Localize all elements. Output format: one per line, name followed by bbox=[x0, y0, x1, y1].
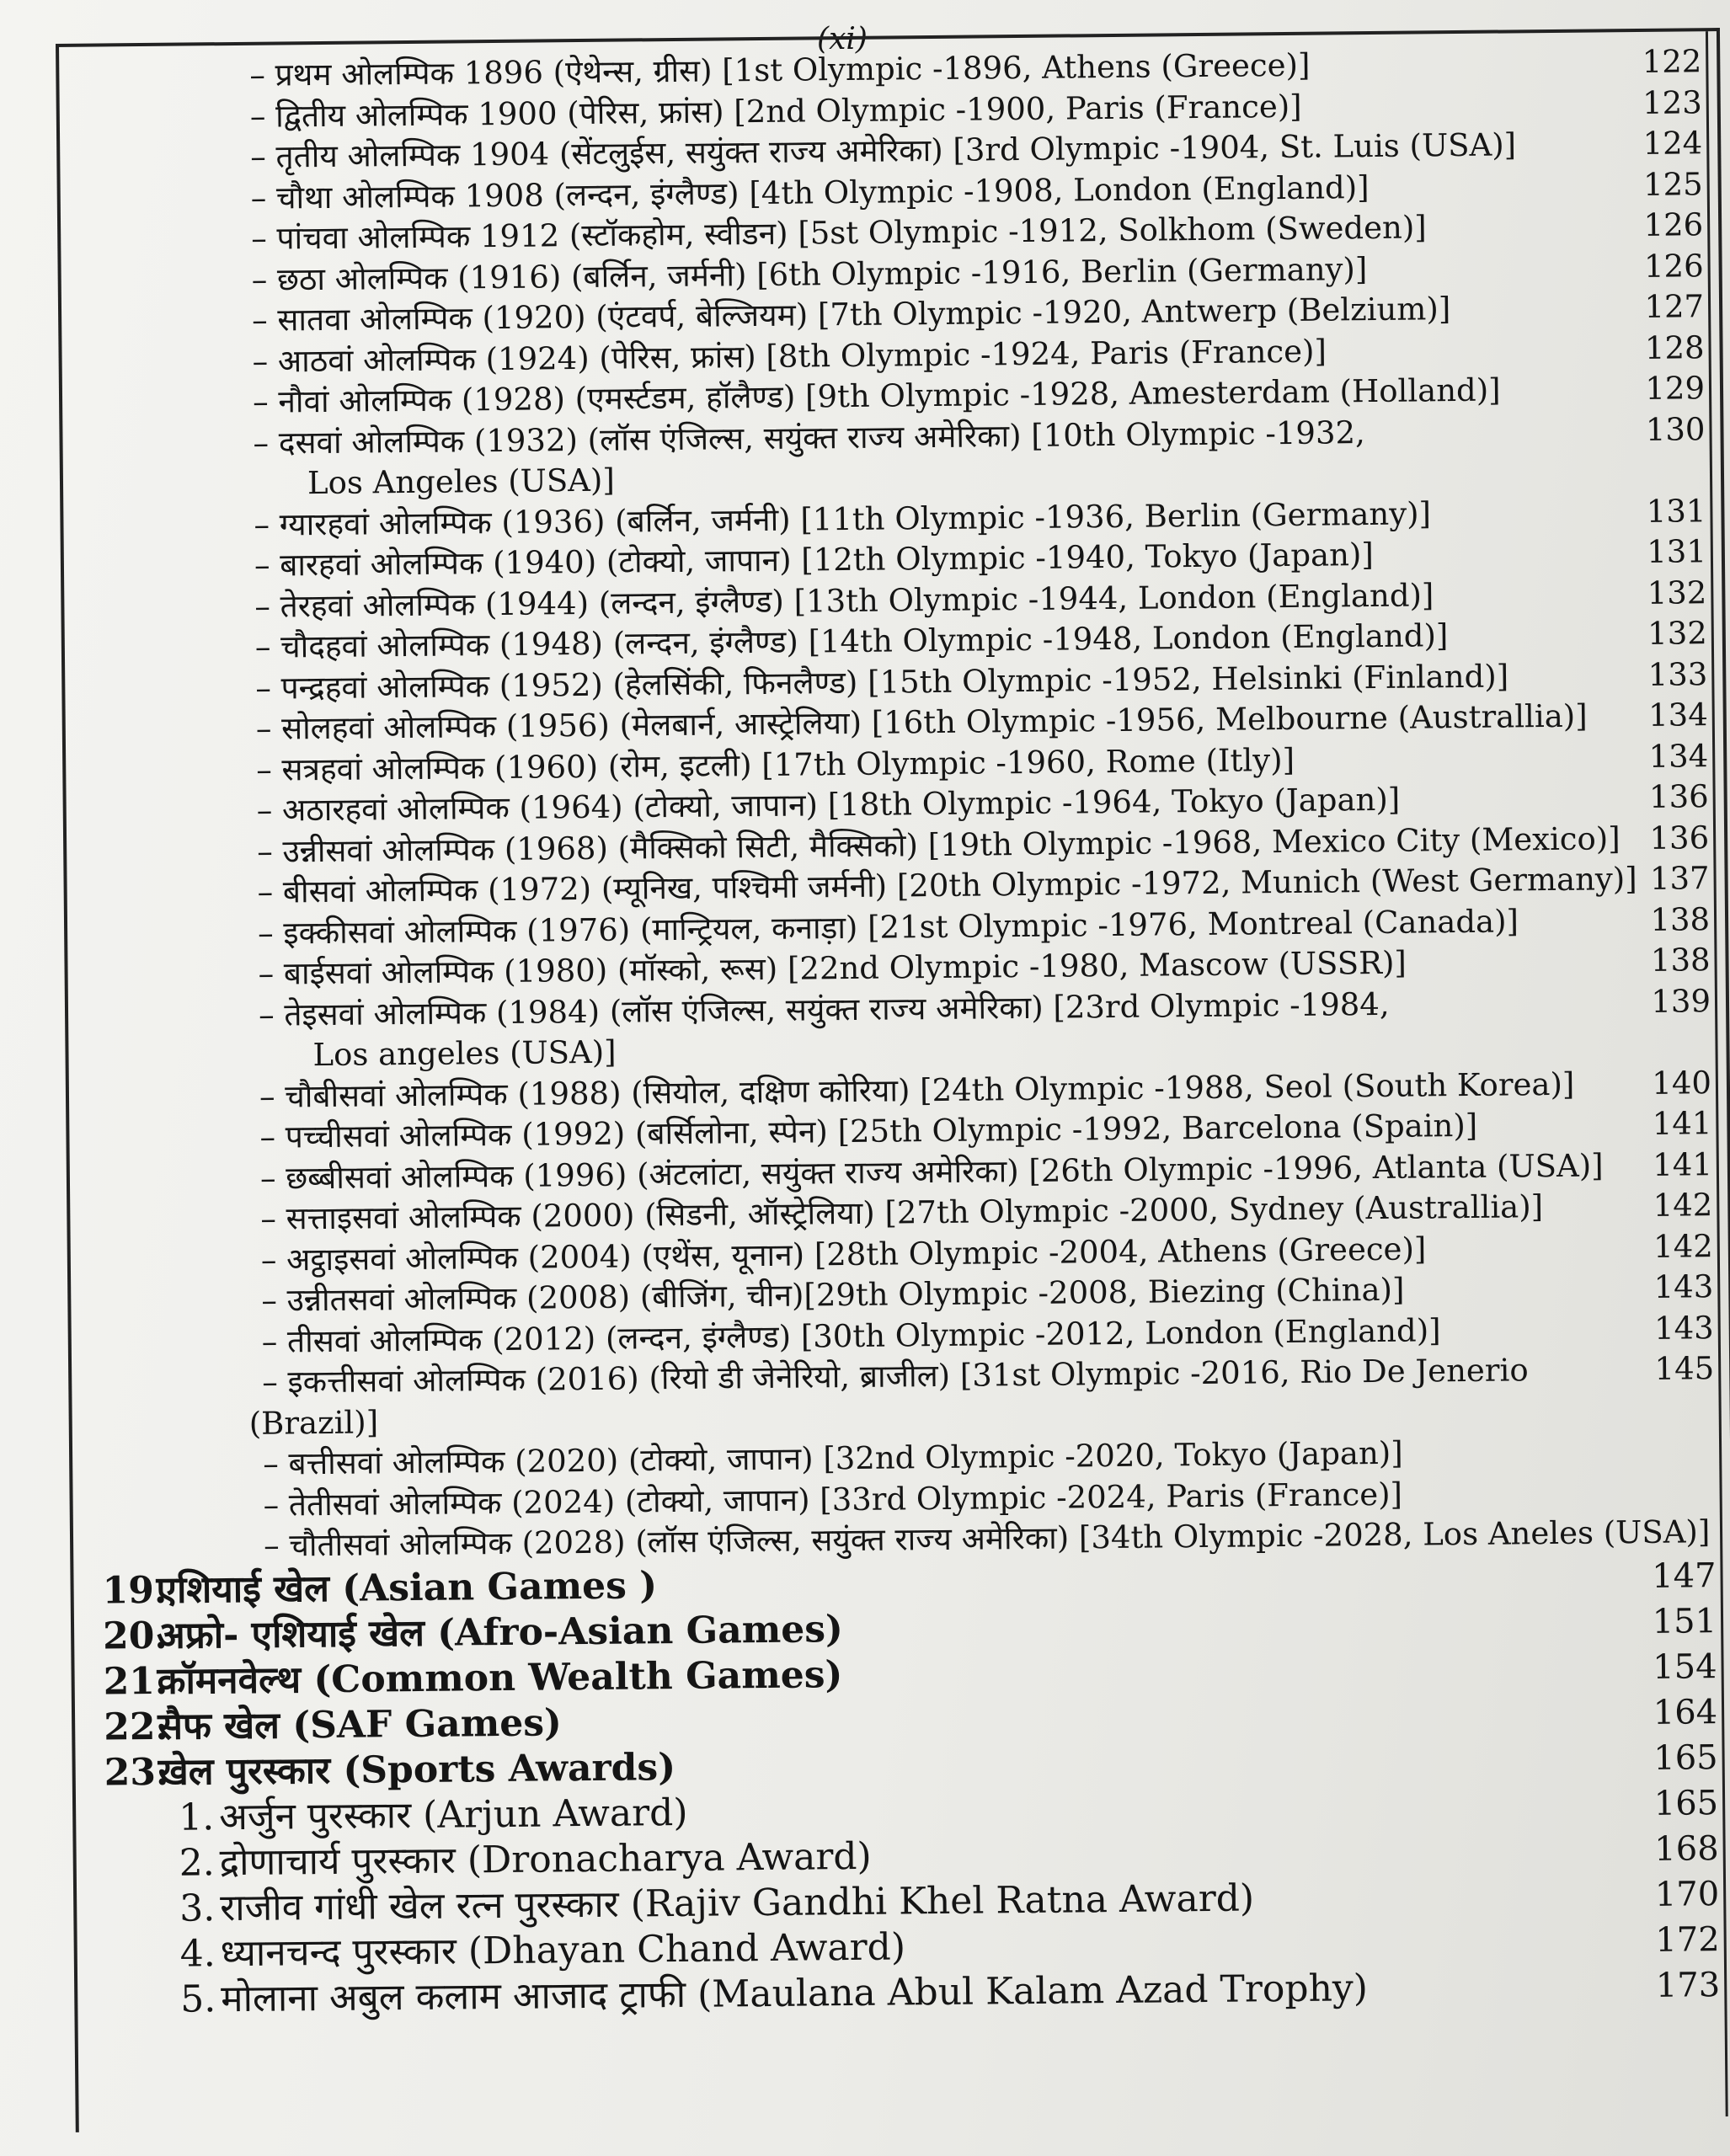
olympic-entry-text: – अट्ठाइसवां ओलम्पिक (2004) (एथेंस, यूनान) [28th Olympic -2004, Athens (Greece)] bbox=[260, 1230, 1427, 1278]
olympic-entry-text: – नौवां ओलम्पिक (1928) (एमर्स्टडम, हॉलैण्ड) [9th Olympic -1928, Amesterdam (Holland)] bbox=[252, 371, 1501, 420]
award-page: 170 bbox=[1654, 1874, 1720, 1914]
olympic-entry-page: 125 bbox=[1642, 165, 1703, 203]
award-page: 173 bbox=[1655, 1965, 1721, 2005]
section-number: 19. bbox=[102, 1568, 168, 1613]
section-number: 20. bbox=[102, 1614, 168, 1658]
section-title: एशियाई खेल (Asian Games ) bbox=[156, 1563, 658, 1612]
olympic-entry-page: 138 bbox=[1650, 942, 1711, 979]
section-page: 165 bbox=[1653, 1737, 1718, 1778]
section-number: 22. bbox=[103, 1705, 168, 1749]
award-title: मोलाना अबुल कलाम आजाद ट्राफी (Maulana Abul Kalam Azad Trophy) bbox=[221, 1966, 1369, 2020]
olympic-entry-text: – चौदहवां ओलम्पिक (1948) (लन्दन, इंग्लैण्ड) [14th Olympic -1948, London (England)] bbox=[254, 617, 1449, 665]
olympic-entry-page: 126 bbox=[1643, 206, 1704, 243]
olympic-entry-page: 126 bbox=[1643, 247, 1704, 285]
olympic-entry-text: – चौतीसवां ओलम्पिक (2028) (लॉस एंजिल्स, सयुंक्त राज्य अमेरिका) [34th Olympic -2028, Los Aneles (USA)] bbox=[263, 1513, 1711, 1564]
section-page: 164 bbox=[1653, 1692, 1718, 1732]
olympic-entry-page: 139 bbox=[1651, 982, 1711, 1020]
section-page: 147 bbox=[1651, 1556, 1717, 1596]
olympic-entry-page: 138 bbox=[1650, 900, 1711, 938]
section-number: 23. bbox=[104, 1750, 169, 1795]
olympic-entry-page: 141 bbox=[1652, 1105, 1712, 1142]
olympic-entry-text: – अठारहवां ओलम्पिक (1964) (टोक्यो, जापान) [18th Olympic -1964, Tokyo (Japan)] bbox=[256, 781, 1401, 829]
award-page: 165 bbox=[1653, 1783, 1719, 1823]
olympic-entry-text: – तेतीसवां ओलम्पिक (2024) (टोक्यो, जापान) [33rd Olympic -2024, Paris (France)] bbox=[263, 1476, 1403, 1524]
olympic-entry-page: 136 bbox=[1648, 778, 1709, 815]
olympic-entry-text: – तृतीय ओलम्पिक 1904 (सेंटलुईस, सयुंक्त राज्य अमेरिका) [3rd Olympic -1904, St. Luis (USA)] bbox=[250, 126, 1517, 175]
olympic-entry-text: – बाईसवां ओलम्पिक (1980) (मॉस्को, रूस) [22nd Olympic -1980, Mascow (USSR)] bbox=[258, 944, 1407, 992]
section-title: कॉमनवेल्थ (Common Wealth Games) bbox=[157, 1652, 843, 1703]
olympic-entry-text: – सत्ताइसवां ओलम्पिक (2000) (सिडनी, ऑस्ट्रेलिया) [27th Olympic -2000, Sydney (Australlia)] bbox=[260, 1188, 1544, 1237]
olympic-entry-text: – उन्नीतसवां ओलम्पिक (2008) (बीजिंग, चीन)[29th Olympic -2008, Biezing (China)] bbox=[261, 1271, 1405, 1319]
olympic-entry bbox=[62, 409, 1721, 507]
olympic-entry-text: – बारहवां ओलम्पिक (1940) (टोक्यो, जापान) [12th Olympic -1940, Tokyo (Japan)] bbox=[254, 536, 1375, 584]
section-page: 151 bbox=[1652, 1601, 1717, 1641]
olympic-entry bbox=[72, 1348, 1730, 1446]
olympic-entry-continuation-text: Los Angeles (USA)] bbox=[307, 462, 615, 502]
olympic-entry-text: – द्वितीय ओलम्पिक 1900 (पेरिस, फ्रांस) [2nd Olympic -1900, Paris (France)] bbox=[249, 88, 1302, 135]
award-page: 168 bbox=[1654, 1828, 1719, 1869]
olympic-entry-page: 143 bbox=[1653, 1309, 1714, 1347]
olympic-entry-continuation-text: (Brazil)] bbox=[248, 1403, 379, 1442]
award-page: 172 bbox=[1655, 1919, 1720, 1960]
olympic-entry-page: 142 bbox=[1653, 1227, 1713, 1265]
olympic-entry-text: – पच्चीसवां ओलम्पिक (1992) (बर्सिलोना, स्पेन) [25th Olympic -1992, Barcelona (Spain)] bbox=[259, 1107, 1478, 1155]
olympic-entry-page: 143 bbox=[1653, 1268, 1714, 1305]
olympic-entry-text: – बीसवां ओलम्पिक (1972) (म्यूनिख, पश्चिमी जर्मनी) [20th Olympic -1972, Munich (West Germany)] bbox=[257, 861, 1637, 910]
olympic-entry-text: – प्रथम ओलम्पिक 1896 (ऐथेन्स, ग्रीस) [1st Olympic -1896, Athens (Greece)] bbox=[249, 46, 1311, 93]
olympic-entry-page: 128 bbox=[1644, 328, 1705, 366]
olympic-entry-page: 131 bbox=[1647, 533, 1707, 570]
olympic-entry-text: – तीसवां ओलम्पिक (2012) (लन्दन, इंग्लैण्ड) [30th Olympic -2012, London (England)] bbox=[261, 1311, 1441, 1360]
olympic-entry-text: – बत्तीसवां ओलम्पिक (2020) (टोक्यो, जापान) [32nd Olympic -2020, Tokyo (Japan)] bbox=[262, 1434, 1403, 1482]
olympic-entry-page: 132 bbox=[1647, 615, 1708, 652]
olympic-entry-text: – दसवां ओलम्पिक (1932) (लॉस एंजिल्स, सयुंक्त राज्य अमेरिका) [10th Olympic -1932, bbox=[253, 414, 1366, 462]
olympic-entry-text: – इकत्तीसवां ओलम्पिक (2016) (रियो डी जेनेरियो, ब्राजील) [31st Olympic -2016, Rio De Jenerio bbox=[262, 1352, 1529, 1401]
award-title: ध्यानचन्द पुरस्कार (Dhayan Chand Award) bbox=[220, 1924, 906, 1975]
award-title: अर्जुन पुरस्कार (Arjun Award) bbox=[218, 1790, 688, 1838]
award-title: द्रोणाचार्य पुरस्कार (Dronacharya Award) bbox=[219, 1834, 872, 1884]
olympic-entry-page: 123 bbox=[1642, 83, 1702, 121]
olympic-entry-page: 145 bbox=[1654, 1350, 1715, 1387]
award-number: 2. bbox=[179, 1840, 215, 1885]
olympic-entry-page: 134 bbox=[1648, 737, 1709, 775]
olympic-entry-text: – सातवा ओलम्पिक (1920) (एंटवर्प, बेल्जियम) [7th Olympic -1920, Antwerp (Belzium)] bbox=[251, 291, 1451, 339]
award-title: राजीव गांधी खेल रत्न पुरस्कार (Rajiv Gandhi Khel Ratna Award) bbox=[220, 1876, 1255, 1929]
olympic-entry-page: 129 bbox=[1645, 370, 1706, 407]
olympic-entry-page: 131 bbox=[1646, 492, 1706, 530]
olympic-entry-page: 137 bbox=[1649, 860, 1710, 897]
olympic-entry-text: – तेइसवां ओलम्पिक (1984) (लॉस एंजिल्स, सयुंक्त राज्य अमेरिका) [23rd Olympic -1984, bbox=[258, 985, 1390, 1033]
olympic-entry-text: – आठवां ओलम्पिक (1924) (पेरिस, फ्रांस) [8th Olympic -1924, Paris (France)] bbox=[252, 333, 1327, 380]
olympic-entry-text: – छब्बीसवां ओलम्पिक (1996) (अंटलांटा, सयुंक्त राज्य अमेरिका) [26th Olympic -1996, Atlanta (USA)] bbox=[259, 1146, 1604, 1197]
olympic-entry-text: – सोलहवां ओलम्पिक (1956) (मेलबार्न, आस्ट्रेलिया) [16th Olympic -1956, Melbourne (Australlia)] bbox=[255, 697, 1588, 747]
olympic-entry-text: – छठा ओलम्पिक (1916) (बर्लिन, जर्मनी) [6th Olympic -1916, Berlin (Germany)] bbox=[251, 250, 1368, 298]
olympic-entry-text: – पन्द्रहवां ओलम्पिक (1952) (हेलसिंकी, फिनलैण्ड) [15th Olympic -1952, Helsinki (Finland)] bbox=[255, 657, 1509, 707]
olympic-entry-page: 122 bbox=[1642, 43, 1702, 80]
olympic-entry bbox=[68, 981, 1727, 1079]
olympic-entry-continuation-text: Los angeles (USA)] bbox=[312, 1033, 617, 1074]
olympic-entry-page: 142 bbox=[1653, 1187, 1713, 1224]
olympic-entry-text: – ग्यारहवां ओलम्पिक (1936) (बर्लिन, जर्मनी) [11th Olympic -1936, Berlin (Germany)] bbox=[254, 494, 1432, 543]
award-number: 1. bbox=[178, 1795, 215, 1839]
section-title: सैफ खेल (SAF Games) bbox=[157, 1700, 563, 1748]
olympic-entry-page: 140 bbox=[1652, 1064, 1712, 1102]
section-number: 21. bbox=[103, 1659, 168, 1704]
olympic-entry-page: 141 bbox=[1653, 1145, 1713, 1183]
award-number: 3. bbox=[179, 1886, 216, 1930]
olympic-entry-text: – सत्रहवां ओलम्पिक (1960) (रोम, इटली) [17th Olympic -1960, Rome (Itly)] bbox=[256, 741, 1295, 788]
olympic-entry-text: – चौबीसवां ओलम्पिक (1988) (सियोल, दक्षिण कोरिया) [24th Olympic -1988, Seol (South Korea)] bbox=[259, 1065, 1575, 1115]
olympic-entry-page: 124 bbox=[1642, 125, 1703, 162]
olympic-entry-text: – चौथा ओलम्पिक 1908 (लन्दन, इंग्लैण्ड) [4th Olympic -1908, London (England)] bbox=[250, 168, 1370, 216]
contents-frame bbox=[56, 28, 1730, 2132]
olympic-entry-page: 127 bbox=[1644, 288, 1705, 325]
award-number: 4. bbox=[179, 1931, 216, 1976]
olympic-entry-text: – इक्कीसवां ओलम्पिक (1976) (मान्ट्रियल, कनाड़ा) [21st Olympic -1976, Montreal (Canada)] bbox=[257, 902, 1519, 952]
table-of-contents bbox=[59, 41, 1730, 2023]
award-number: 5. bbox=[180, 1977, 216, 2021]
section-page: 154 bbox=[1653, 1646, 1717, 1687]
olympic-entry-page: 132 bbox=[1647, 574, 1707, 611]
olympic-entry-page: 134 bbox=[1647, 696, 1708, 734]
olympic-entry-text: – तेरहवां ओलम्पिक (1944) (लन्दन, इंग्लैण्ड) [13th Olympic -1944, London (England)] bbox=[254, 576, 1434, 625]
section-title: खेल पुरस्कार (Sports Awards) bbox=[158, 1745, 676, 1794]
page-number: (xi) bbox=[817, 22, 868, 56]
olympic-entry-page: 133 bbox=[1647, 655, 1708, 693]
olympic-entry-text: – उन्नीसवां ओलम्पिक (1968) (मैक्सिको सिटी, मैक्सिको) [19th Olympic -1968, Mexico City (Mexico)] bbox=[257, 819, 1621, 870]
olympic-entry-text: – पांचवा ओलम्पिक 1912 (स्टॉकहोम, स्वीडन) [5st Olympic -1912, Solkhom (Sweden)] bbox=[251, 209, 1427, 257]
olympic-entry-page: 136 bbox=[1649, 819, 1710, 857]
olympic-entry-page: 130 bbox=[1645, 410, 1706, 448]
section-title: अफ्रो- एशियाई खेल (Afro-Asian Games) bbox=[156, 1607, 844, 1657]
